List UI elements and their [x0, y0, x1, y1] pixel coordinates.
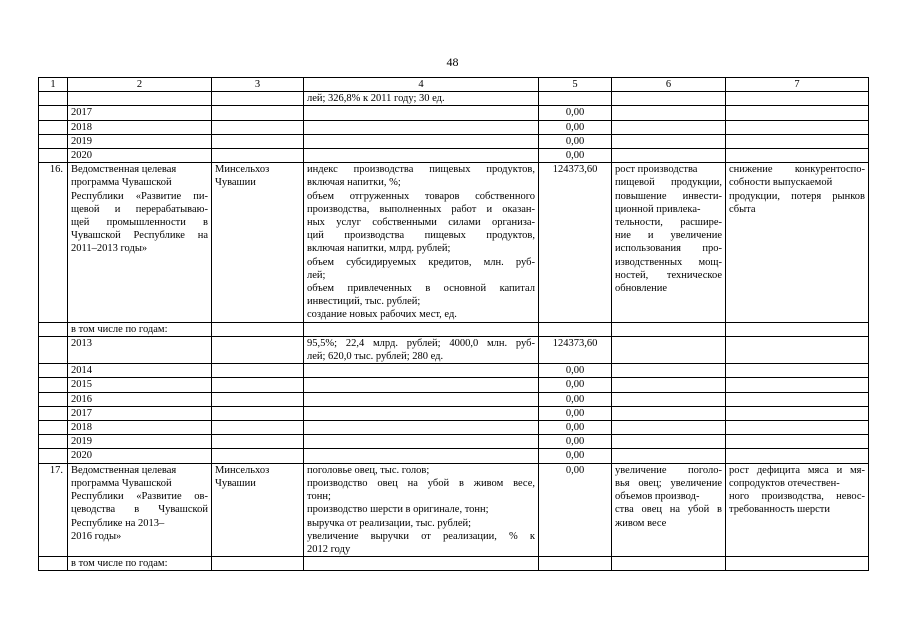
indicator-cell: лей; 326,8% к 2011 году; 30 ед.	[304, 92, 539, 106]
program-name: Ведомственная целевая программа Чувашской Республики «Развитие ов- цеводства в Чувашской Республике на 2013– 2016 годы»	[68, 463, 212, 556]
indicators: индекс производства пищевых продуктов, включая напитки, %; объем отгруженных товаров собственного производства, выполненных работ и оказан- ных услуг собственными силами организа- ций производства пищевых продуктов, включая напитки, млрд. рублей; объем субсидируемых кредитов, млн. руб- лей; объем привлеченных в основной капитал инвестиций, тыс. рублей; создание новых рабочих мест, ед.	[304, 163, 539, 322]
table-row	[39, 336, 869, 363]
year-cell: 2018	[68, 421, 212, 435]
table-row	[39, 421, 869, 435]
program-row	[39, 163, 869, 322]
table-row	[39, 322, 869, 336]
year-cell: 2015	[68, 378, 212, 392]
header-cell: 7	[726, 78, 869, 92]
amount-cell: 0,00	[539, 421, 612, 435]
amount-cell: 0,00	[539, 392, 612, 406]
table-row	[39, 120, 869, 134]
table-row	[39, 392, 869, 406]
year-cell: 2017	[68, 106, 212, 120]
header-cell: 5	[539, 78, 612, 92]
header-row	[39, 78, 869, 92]
table-row	[39, 106, 869, 120]
amount-cell: 124373,60	[539, 163, 612, 322]
risks: снижение конкурентоспо- собности выпускаемой продукции, потеря рынков сбыта	[726, 163, 869, 322]
page-number: 48	[446, 55, 459, 69]
header-cell: 1	[39, 78, 68, 92]
amount-cell: 0,00	[539, 463, 612, 556]
table-row	[39, 449, 869, 463]
header-cell: 6	[612, 78, 726, 92]
program-name: Ведомственная целевая программа Чувашской Республики «Развитие пи- щевой и перерабатываю- щей промышленности в Чувашской Республике на 2011–2013 годы»	[68, 163, 212, 322]
by-years-label: в том числе по годам:	[68, 322, 212, 336]
amount-cell: 0,00	[539, 149, 612, 163]
expected-result: увеличение поголо- вья овец; увеличение объемов производ- ства овец на убой в живом весе	[612, 463, 726, 556]
amount-cell: 0,00	[539, 134, 612, 148]
table-row	[39, 378, 869, 392]
year-cell: 2020	[68, 149, 212, 163]
table-row	[39, 149, 869, 163]
table-row	[39, 435, 869, 449]
amount-cell: 124373,60	[539, 336, 612, 363]
programs-table	[38, 77, 869, 571]
year-cell: 2017	[68, 406, 212, 420]
header-cell: 2	[68, 78, 212, 92]
amount-cell: 0,00	[539, 406, 612, 420]
amount-cell: 0,00	[539, 106, 612, 120]
table-row	[39, 364, 869, 378]
executor: Минсельхоз Чувашии	[212, 163, 304, 322]
table-row	[39, 92, 869, 106]
year-cell: 2019	[68, 134, 212, 148]
indicators: поголовье овец, тыс. голов; производство овец на убой в живом весе, тонн; производство шерсти в оригинале, тонн; выручка от реализации, тыс. рублей; увеличение выручки от реализации, % к 2012 году	[304, 463, 539, 556]
row-number: 16.	[39, 163, 68, 322]
program-row	[39, 463, 869, 556]
risks: рост дефицита мяса и мя- сопродуктов отечествен- ного производства, невос- требованность шерсти	[726, 463, 869, 556]
table-row	[39, 557, 869, 571]
year-cell: 2018	[68, 120, 212, 134]
amount-cell: 0,00	[539, 378, 612, 392]
year-cell: 2016	[68, 392, 212, 406]
year-cell: 2013	[68, 336, 212, 363]
year-cell: 2020	[68, 449, 212, 463]
executor: Минсельхоз Чувашии	[212, 463, 304, 556]
amount-cell: 0,00	[539, 364, 612, 378]
indicator-values: 95,5%; 22,4 млрд. рублей; 4000,0 млн. руб- лей; 620,0 тыс. рублей; 280 ед.	[304, 336, 539, 363]
table-row	[39, 134, 869, 148]
row-number: 17.	[39, 463, 68, 556]
amount-cell: 0,00	[539, 449, 612, 463]
header-cell: 3	[212, 78, 304, 92]
header-cell: 4	[304, 78, 539, 92]
expected-result: рост производства пищевой продукции, повышение инвести- ционной привлека- тельности, расшире- ние и увеличение использования про- изводственных мощ- ностей, техническое обновление	[612, 163, 726, 322]
amount-cell: 0,00	[539, 435, 612, 449]
amount-cell: 0,00	[539, 120, 612, 134]
table-row	[39, 406, 869, 420]
year-cell: 2019	[68, 435, 212, 449]
by-years-label: в том числе по годам:	[68, 557, 212, 571]
year-cell: 2014	[68, 364, 212, 378]
